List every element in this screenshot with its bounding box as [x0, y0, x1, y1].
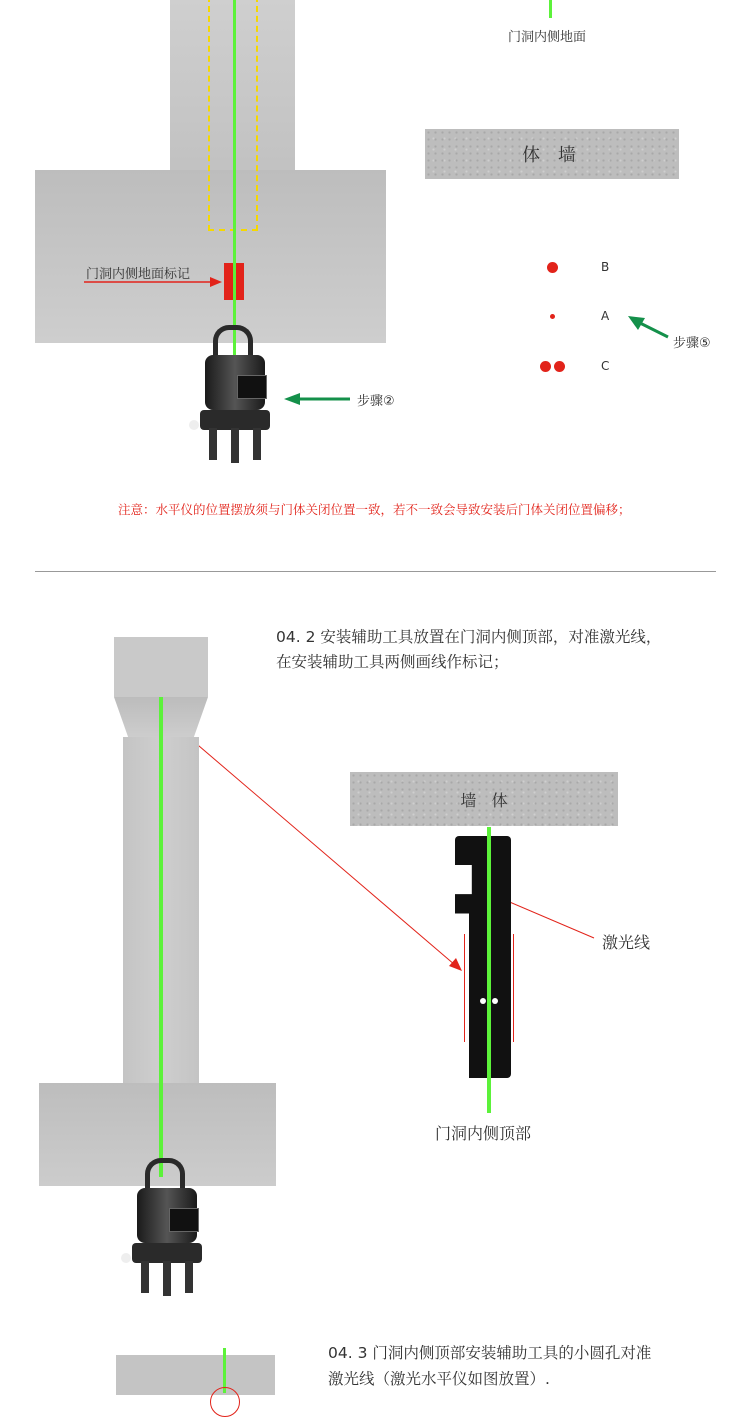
wall-block-1 [425, 129, 679, 179]
step2-label: 步骤② [357, 394, 395, 409]
tool-side-line-left [464, 934, 465, 1042]
tool-hole-2 [492, 998, 498, 1004]
dot-a-label: A [601, 309, 610, 323]
wall-label-1: 体 墙 [522, 145, 582, 166]
dot-c2 [554, 361, 565, 372]
step-0402-line1: 04. 2 安装辅助工具放置在门洞内侧顶部，对准激光线， [276, 628, 662, 646]
floor-label-top: 门洞内侧地面 [508, 30, 587, 45]
doorway-top [114, 637, 208, 697]
floor-mark-label: 门洞内侧地面标记 [86, 267, 191, 282]
laser-level-device-2 [127, 1158, 207, 1298]
step-0403-line1: 04. 3 门洞内侧顶部安装辅助工具的小圆孔对准 [328, 1344, 652, 1362]
step-0403-line2: 激光线（激光水平仪如图放置）. [328, 1370, 550, 1388]
laser-line-tool [487, 827, 491, 1113]
warning-note: 注意：水平仪的位置摆放须与门体关闭位置一致，若不一致会导致安装后门体关闭位置偏移； [118, 502, 631, 517]
wall-block-2 [350, 772, 618, 826]
dot-a [550, 314, 555, 319]
dot-b [547, 262, 558, 273]
wall-label-2: 墙 体 [460, 790, 508, 810]
laser-label: 激光线 [602, 933, 651, 952]
red-circle-3 [210, 1387, 240, 1417]
top-label: 门洞内侧顶部 [435, 1124, 532, 1143]
laser-line-right [549, 0, 552, 18]
laser-line-2 [159, 697, 163, 1177]
doorway-top-3 [116, 1355, 275, 1395]
step5-label: 步骤⑤ [673, 336, 711, 351]
dot-c-label: C [601, 359, 610, 373]
laser-level-device-1 [195, 325, 275, 465]
dot-b-label: B [601, 260, 610, 274]
tool-side-line-right [513, 934, 514, 1042]
section-divider [35, 571, 716, 572]
step-0402-line2: 在安装辅助工具两侧画线作标记； [276, 653, 509, 671]
dot-c1 [540, 361, 551, 372]
tool-hole-1 [480, 998, 486, 1004]
